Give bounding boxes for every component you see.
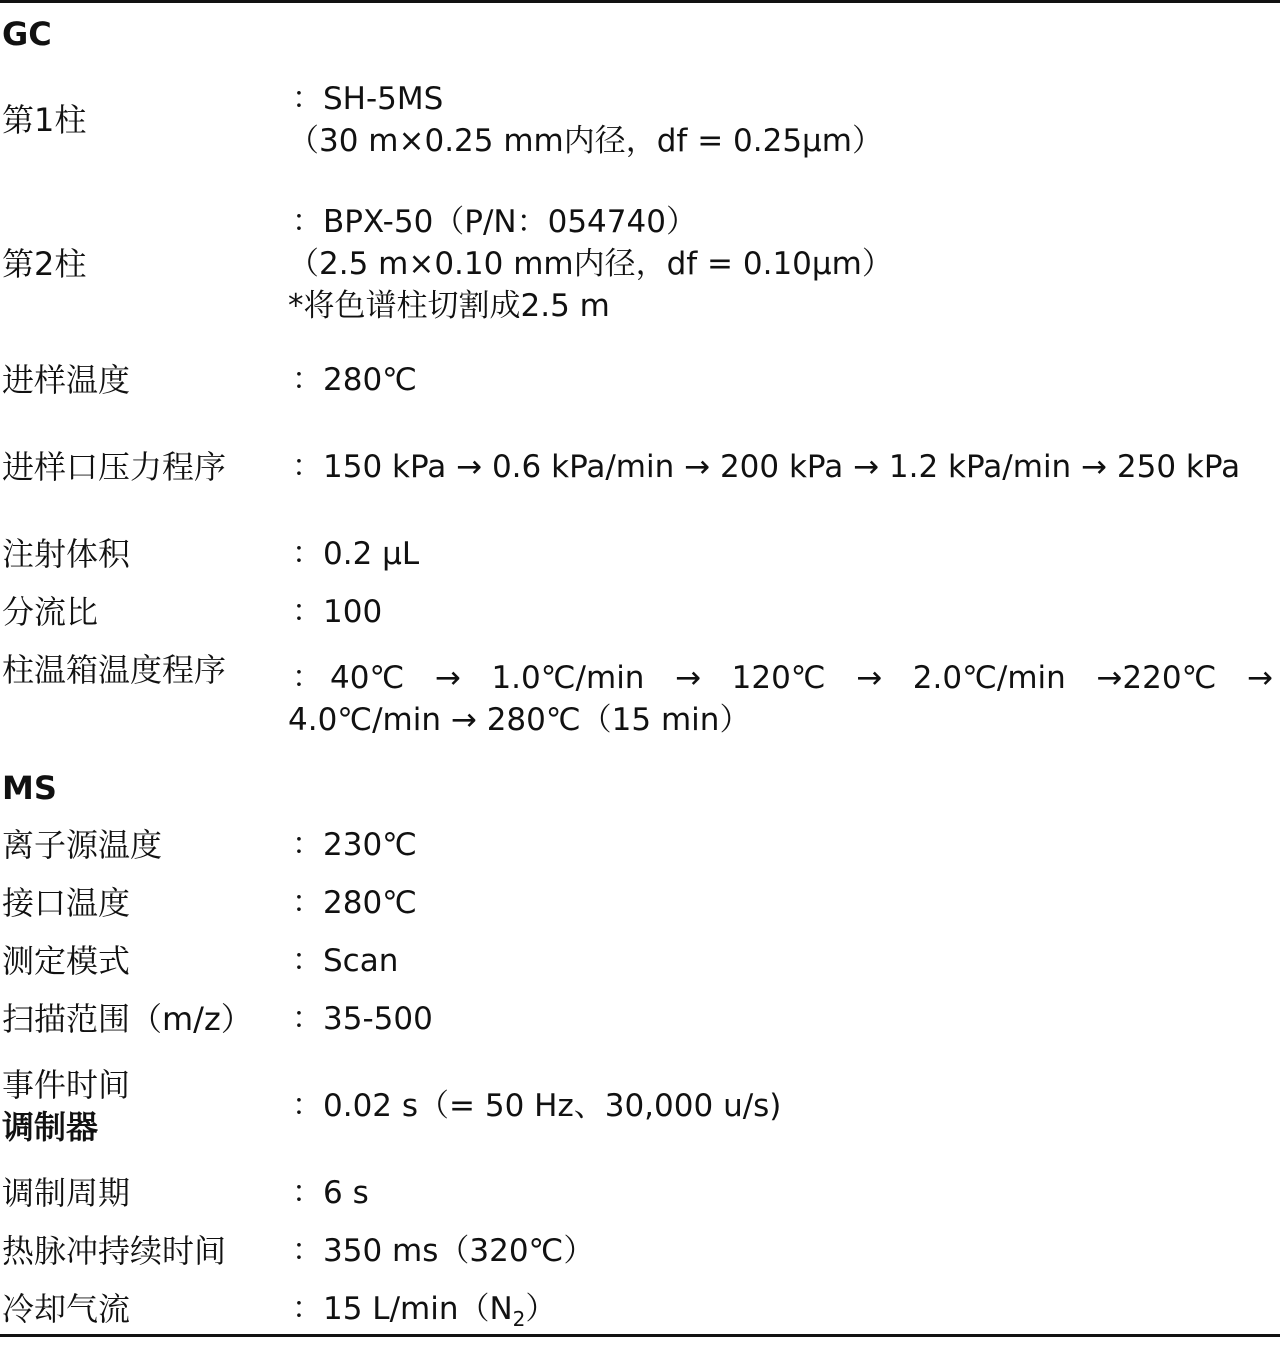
injection-temp-colon: ： xyxy=(292,362,322,397)
hot-pulse-text: 350 ms（320℃） xyxy=(323,1233,595,1269)
column2-label: 第2柱 xyxy=(2,245,87,283)
ion-source-temp-label: 离子源温度 xyxy=(2,826,163,864)
mode-value xyxy=(288,940,1273,982)
oven-step: 2.0℃/min xyxy=(912,660,1066,696)
cooling-flow-value xyxy=(288,1288,1273,1330)
injection-volume-label: 注射体积 xyxy=(2,535,131,573)
cooling-flow-subscript: 2 xyxy=(512,1307,526,1332)
ion-source-temp-colon: ： xyxy=(292,827,322,862)
ion-source-temp-text: 230℃ xyxy=(323,827,417,863)
column1-label: 第1柱 xyxy=(2,101,87,139)
cooling-flow-suffix: ） xyxy=(525,1291,557,1327)
period-value xyxy=(288,1172,1273,1214)
injection-temp-label: 进样温度 xyxy=(2,361,131,399)
hot-pulse-value xyxy=(288,1230,1273,1272)
bottom-rule xyxy=(0,1334,1280,1337)
oven-step: 40℃ xyxy=(330,660,405,696)
interface-temp-value xyxy=(288,882,1273,924)
oven-step: 1.0℃/min xyxy=(491,660,645,696)
split-ratio-text: 100 xyxy=(323,594,383,630)
column1-spec: （30 m×0.25 mm内径，df = 0.25μm） xyxy=(288,123,883,159)
gc-section-title: GC xyxy=(2,15,52,53)
oven-arrow: → xyxy=(1246,660,1273,696)
cooling-flow-colon: ： xyxy=(292,1291,322,1326)
cooling-flow-prefix: 15 L/min（N xyxy=(323,1291,513,1327)
column2-note: *将色谱柱切割成2.5 m xyxy=(288,288,610,324)
oven-program-line2: 4.0℃/min → 280℃（15 min） xyxy=(288,702,751,738)
scan-range-value xyxy=(288,998,1273,1040)
column2-colon: ： xyxy=(292,204,322,239)
column2-spec: （2.5 m×0.10 mm内径，df = 0.10μm） xyxy=(288,246,893,282)
event-time-text: 0.02 s（= 50 Hz、30,000 u/s) xyxy=(323,1088,782,1124)
scan-range-text: 35-500 xyxy=(323,1001,433,1037)
split-ratio-label: 分流比 xyxy=(2,593,99,631)
event-time-colon: ： xyxy=(292,1088,322,1123)
injection-temp-text: 280℃ xyxy=(323,362,417,398)
period-label: 调制周期 xyxy=(2,1174,131,1212)
inlet-pressure-text: 150 kPa → 0.6 kPa/min → 200 kPa → 1.2 kPa/min → 250 kPa xyxy=(323,449,1241,485)
column2-name: BPX-50（P/N：054740） xyxy=(323,204,697,240)
mode-label: 测定模式 xyxy=(2,942,131,980)
column2-value xyxy=(288,201,1273,327)
interface-temp-colon: ： xyxy=(292,885,322,920)
oven-arrow: → xyxy=(856,660,883,696)
split-ratio-colon: ： xyxy=(292,594,322,629)
oven-program-label: 柱温箱温度程序 xyxy=(2,651,227,689)
injection-volume-colon: ： xyxy=(292,536,322,571)
period-text: 6 s xyxy=(323,1175,369,1211)
inlet-pressure-label: 进样口压力程序 xyxy=(2,448,227,486)
inlet-pressure-value xyxy=(288,446,1273,488)
mode-colon: ： xyxy=(292,943,322,978)
hot-pulse-label: 热脉冲持续时间 xyxy=(2,1232,227,1270)
oven-program-colon: ： xyxy=(292,660,322,695)
event-time-value xyxy=(288,1085,1273,1127)
oven-arrow: → xyxy=(675,660,702,696)
interface-temp-text: 280℃ xyxy=(323,885,417,921)
oven-step: →220℃ xyxy=(1096,660,1217,696)
oven-program-value xyxy=(288,657,1273,741)
ms-section-title: MS xyxy=(2,769,57,807)
injection-volume-text: 0.2 μL xyxy=(323,536,420,572)
hot-pulse-colon: ： xyxy=(292,1233,322,1268)
interface-temp-label: 接口温度 xyxy=(2,884,131,922)
event-time-label-block xyxy=(2,1064,130,1148)
modulator-section-title: 调制器 xyxy=(2,1108,99,1146)
cooling-flow-text xyxy=(288,1288,1273,1330)
inlet-pressure-colon: ： xyxy=(292,449,322,484)
oven-step: 120℃ xyxy=(731,660,826,696)
scan-range-label: 扫描范围（m/z） xyxy=(2,1000,253,1038)
split-ratio-value xyxy=(288,591,1273,633)
injection-volume-value xyxy=(288,533,1273,575)
period-colon: ： xyxy=(292,1175,322,1210)
scan-range-colon: ： xyxy=(292,1001,322,1036)
ion-source-temp-value xyxy=(288,824,1273,866)
cooling-flow-label: 冷却气流 xyxy=(2,1290,131,1328)
top-rule xyxy=(0,0,1280,3)
oven-arrow: → xyxy=(434,660,461,696)
event-time-label: 事件时间 xyxy=(2,1066,131,1104)
oven-program-line1 xyxy=(288,657,1273,699)
injection-temp-value xyxy=(288,359,1273,401)
column1-value xyxy=(288,78,1273,162)
column1-colon: ： xyxy=(292,81,322,116)
column1-name: SH-5MS xyxy=(323,81,444,117)
mode-text: Scan xyxy=(323,943,399,979)
